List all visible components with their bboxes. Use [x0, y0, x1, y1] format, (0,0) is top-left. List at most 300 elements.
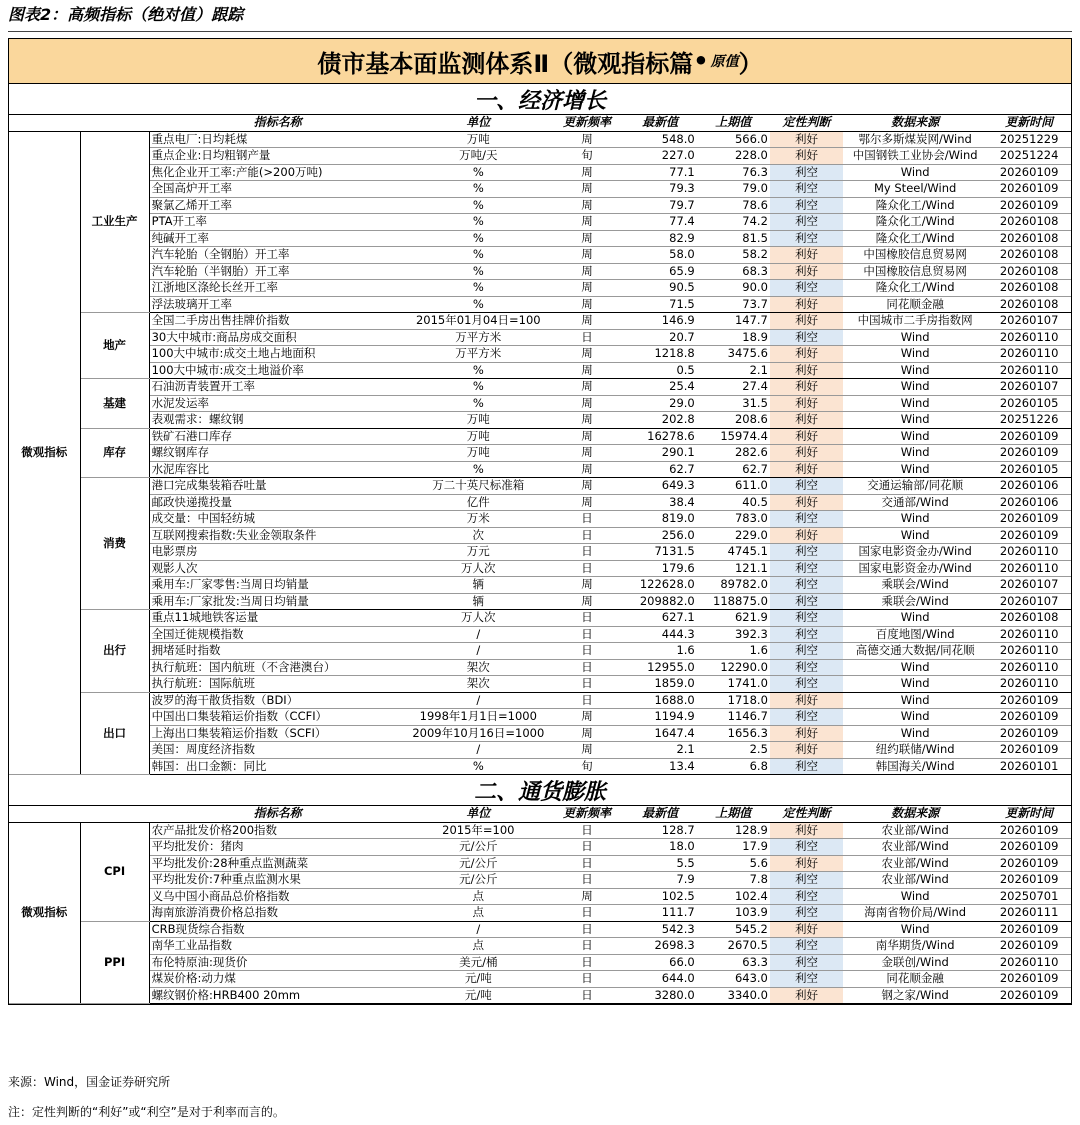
judgement: 利空: [770, 197, 843, 214]
frequency: 日: [550, 511, 623, 528]
judgement: 利好: [770, 247, 843, 264]
data-source: 交通部/Wind: [843, 494, 987, 511]
table-row: [9, 181, 1071, 198]
table-row: [9, 725, 1071, 742]
indicator-name: 纯碱开工率: [149, 230, 406, 247]
unit: 万平方米: [406, 329, 550, 346]
table-banner: [9, 39, 1071, 84]
latest-value: 79.7: [624, 197, 697, 214]
frequency: 周: [550, 888, 623, 905]
unit: /: [406, 626, 550, 643]
previous-value: 17.9: [697, 839, 770, 856]
judgement: 利空: [770, 888, 843, 905]
judgement: 利好: [770, 428, 843, 445]
update-date: 20260107: [987, 379, 1071, 396]
judgement: 利空: [770, 181, 843, 198]
unit: /: [406, 692, 550, 709]
latest-value: 3280.0: [624, 987, 697, 1004]
latest-value: 18.0: [624, 839, 697, 856]
latest-value: 0.5: [624, 362, 697, 379]
indicator-name: 重点11城地铁客运量: [149, 610, 406, 627]
table-row: [9, 379, 1071, 396]
data-source: Wind: [843, 921, 987, 938]
header-row: [9, 115, 1071, 131]
unit: 元/吨: [406, 987, 550, 1004]
table-row: [9, 610, 1071, 627]
data-source: 国家电影资金办/Wind: [843, 544, 987, 561]
indicator-name: 100大中城市:成交土地占地面积: [149, 346, 406, 363]
figure-title: 图表2：高频指标（绝对值）跟踪: [8, 5, 244, 24]
update-date: 20251224: [987, 148, 1071, 165]
latest-value: 1859.0: [624, 676, 697, 693]
frequency: 日: [550, 971, 623, 988]
latest-value: 209882.0: [624, 593, 697, 610]
update-date: 20260106: [987, 478, 1071, 495]
data-source: My Steel/Wind: [843, 181, 987, 198]
frequency: 周: [550, 280, 623, 297]
frequency: 周: [550, 725, 623, 742]
banner-close: ）: [738, 49, 763, 78]
group-label: 工业生产: [80, 131, 149, 313]
frequency: 周: [550, 296, 623, 313]
update-date: 20260108: [987, 610, 1071, 627]
unit: 万米: [406, 511, 550, 528]
latest-value: 20.7: [624, 329, 697, 346]
column-header: 单位: [406, 806, 550, 822]
table-row: [9, 905, 1071, 922]
frequency: 周: [550, 593, 623, 610]
previous-value: 15974.4: [697, 428, 770, 445]
update-date: 20260109: [987, 692, 1071, 709]
update-date: 20260109: [987, 197, 1071, 214]
unit: %: [406, 280, 550, 297]
previous-value: 643.0: [697, 971, 770, 988]
update-date: 20260109: [987, 987, 1071, 1004]
frequency: 周: [550, 428, 623, 445]
frequency: 周: [550, 197, 623, 214]
table-row: [9, 626, 1071, 643]
unit: 次: [406, 527, 550, 544]
indicator-name: 南华工业品指数: [149, 938, 406, 955]
unit: %: [406, 214, 550, 231]
column-header: 定性判断: [770, 115, 843, 131]
frequency: 日: [550, 954, 623, 971]
update-date: 20260109: [987, 709, 1071, 726]
latest-value: 444.3: [624, 626, 697, 643]
previous-value: 621.9: [697, 610, 770, 627]
indicator-name: 全国高炉开工率: [149, 181, 406, 198]
update-date: 20260110: [987, 362, 1071, 379]
indicator-name: 成交量：中国轻纺城: [149, 511, 406, 528]
previous-value: 73.7: [697, 296, 770, 313]
unit: 点: [406, 938, 550, 955]
data-source: Wind: [843, 725, 987, 742]
data-source: 韩国海关/Wind: [843, 758, 987, 775]
frequency: 周: [550, 131, 623, 148]
frequency: 周: [550, 181, 623, 198]
data-source: 钢之家/Wind: [843, 987, 987, 1004]
latest-value: 227.0: [624, 148, 697, 165]
indicator-name: 互联网搜索指数:失业金领取条件: [149, 527, 406, 544]
update-date: 20260101: [987, 758, 1071, 775]
frequency: 周: [550, 494, 623, 511]
indicator-name: 平均批发价：猪肉: [149, 839, 406, 856]
update-date: 20260108: [987, 247, 1071, 264]
indicator-name: 上海出口集装箱运价指数（SCFI）: [149, 725, 406, 742]
previous-value: 81.5: [697, 230, 770, 247]
data-source: Wind: [843, 659, 987, 676]
judgement: 利好: [770, 346, 843, 363]
judgement: 利空: [770, 511, 843, 528]
frequency: 日: [550, 921, 623, 938]
data-source: Wind: [843, 412, 987, 429]
latest-value: 1.6: [624, 643, 697, 660]
previous-value: 18.9: [697, 329, 770, 346]
column-header: 数据来源: [843, 115, 987, 131]
table-row: [9, 758, 1071, 775]
latest-value: 77.4: [624, 214, 697, 231]
unit: 辆: [406, 577, 550, 594]
data-source: 农业部/Wind: [843, 872, 987, 889]
unit: %: [406, 362, 550, 379]
update-date: 20260110: [987, 544, 1071, 561]
judgement: 利好: [770, 148, 843, 165]
previous-value: 3340.0: [697, 987, 770, 1004]
header-blank: [9, 806, 149, 822]
previous-value: 102.4: [697, 888, 770, 905]
judgement: 利好: [770, 379, 843, 396]
indicator-name: 铁矿石港口库存: [149, 428, 406, 445]
data-source: 中国钢铁工业协会/Wind: [843, 148, 987, 165]
sections-container: [9, 84, 1071, 1004]
frequency: 日: [550, 987, 623, 1004]
data-source: 金联创/Wind: [843, 954, 987, 971]
update-date: 20260107: [987, 313, 1071, 330]
group-label: PPI: [80, 921, 149, 1004]
table-row: [9, 296, 1071, 313]
table-row: [9, 855, 1071, 872]
indicator-table: [9, 115, 1071, 775]
data-source: 乘联会/Wind: [843, 577, 987, 594]
previous-value: 282.6: [697, 445, 770, 462]
indicator-name: 重点企业:日均粗钢产量: [149, 148, 406, 165]
update-date: 20260108: [987, 280, 1071, 297]
unit: %: [406, 461, 550, 478]
judgement: 利空: [770, 954, 843, 971]
data-source: 农业部/Wind: [843, 839, 987, 856]
table-row: [9, 280, 1071, 297]
unit: %: [406, 379, 550, 396]
judgement: 利好: [770, 313, 843, 330]
previous-value: 27.4: [697, 379, 770, 396]
judgement: 利好: [770, 296, 843, 313]
column-header: 最新值: [624, 115, 697, 131]
latest-value: 71.5: [624, 296, 697, 313]
previous-value: 68.3: [697, 263, 770, 280]
previous-value: 89782.0: [697, 577, 770, 594]
data-source: Wind: [843, 610, 987, 627]
latest-value: 7.9: [624, 872, 697, 889]
data-source: 中国橡胶信息贸易网: [843, 247, 987, 264]
unit: %: [406, 247, 550, 264]
judgement: 利空: [770, 478, 843, 495]
indicator-name: 乘用车:厂家批发:当周日均销量: [149, 593, 406, 610]
judgement: 利空: [770, 659, 843, 676]
data-source: Wind: [843, 329, 987, 346]
frequency: 周: [550, 478, 623, 495]
data-source: 鄂尔多斯煤炭网/Wind: [843, 131, 987, 148]
previous-value: 74.2: [697, 214, 770, 231]
latest-value: 38.4: [624, 494, 697, 511]
column-header: 上期值: [697, 806, 770, 822]
latest-value: 79.3: [624, 181, 697, 198]
unit: 万吨: [406, 445, 550, 462]
update-date: 20260110: [987, 560, 1071, 577]
frequency: 周: [550, 445, 623, 462]
table-row: [9, 676, 1071, 693]
table-row: [9, 148, 1071, 165]
data-source: Wind: [843, 676, 987, 693]
column-header: 数据来源: [843, 806, 987, 822]
latest-value: 627.1: [624, 610, 697, 627]
table-row: [9, 954, 1071, 971]
group-label: 基建: [80, 379, 149, 429]
previous-value: 2670.5: [697, 938, 770, 955]
data-source: Wind: [843, 445, 987, 462]
update-date: 20260109: [987, 822, 1071, 839]
latest-value: 2.1: [624, 742, 697, 759]
indicator-name: 汽车轮胎（半钢胎）开工率: [149, 263, 406, 280]
previous-value: 228.0: [697, 148, 770, 165]
indicator-name: 执行航班：国内航班（不含港澳台）: [149, 659, 406, 676]
table-row: [9, 428, 1071, 445]
update-date: 20260110: [987, 346, 1071, 363]
latest-value: 819.0: [624, 511, 697, 528]
previous-value: 121.1: [697, 560, 770, 577]
data-source: 纽约联储/Wind: [843, 742, 987, 759]
judgement: 利好: [770, 692, 843, 709]
unit: 万吨/天: [406, 148, 550, 165]
update-date: 20260109: [987, 971, 1071, 988]
update-date: 20260108: [987, 296, 1071, 313]
update-date: 20260107: [987, 577, 1071, 594]
judgement: 利空: [770, 758, 843, 775]
column-header: 指标名称: [149, 115, 406, 131]
data-source: Wind: [843, 428, 987, 445]
data-source: 中国橡胶信息贸易网: [843, 263, 987, 280]
frequency: 周: [550, 709, 623, 726]
latest-value: 548.0: [624, 131, 697, 148]
table-row: [9, 164, 1071, 181]
unit: 美元/桶: [406, 954, 550, 971]
indicator-name: 30大中城市:商品房成交面积: [149, 329, 406, 346]
data-source: Wind: [843, 511, 987, 528]
latest-value: 290.1: [624, 445, 697, 462]
data-source: 百度地图/Wind: [843, 626, 987, 643]
update-date: 20260108: [987, 214, 1071, 231]
banner-title: 债市基本面监测体系Ⅱ（微观指标篇: [317, 49, 694, 78]
frequency: 日: [550, 659, 623, 676]
table-row: [9, 643, 1071, 660]
indicator-name: 水泥库容比: [149, 461, 406, 478]
previous-value: 147.7: [697, 313, 770, 330]
indicator-name: 全国迁徙规模指数: [149, 626, 406, 643]
table-row: [9, 921, 1071, 938]
table-row: [9, 313, 1071, 330]
unit: 点: [406, 888, 550, 905]
table-row: [9, 987, 1071, 1004]
table-row: [9, 742, 1071, 759]
unit: 万吨: [406, 131, 550, 148]
table-row: [9, 527, 1071, 544]
data-source: 交通运输部/同花顺: [843, 478, 987, 495]
unit: /: [406, 643, 550, 660]
indicator-name: 农产品批发价格200指数: [149, 822, 406, 839]
judgement: 利好: [770, 412, 843, 429]
unit: 辆: [406, 593, 550, 610]
judgement: 利空: [770, 626, 843, 643]
data-source: Wind: [843, 164, 987, 181]
unit: /: [406, 742, 550, 759]
indicator-name: 乘用车:厂家零售:当周日均销量: [149, 577, 406, 594]
indicator-name: 汽车轮胎（全钢胎）开工率: [149, 247, 406, 264]
previous-value: 78.6: [697, 197, 770, 214]
frequency: 日: [550, 329, 623, 346]
unit: 2009年10月16日=1000: [406, 725, 550, 742]
previous-value: 90.0: [697, 280, 770, 297]
footnote: 注：定性判断的“利好”或“利空”是对于利率而言的。: [8, 1105, 285, 1119]
previous-value: 12290.0: [697, 659, 770, 676]
judgement: 利好: [770, 445, 843, 462]
unit: 架次: [406, 659, 550, 676]
column-header: 定性判断: [770, 806, 843, 822]
table-row: [9, 197, 1071, 214]
latest-value: 2698.3: [624, 938, 697, 955]
indicator-name: 石油沥青装置开工率: [149, 379, 406, 396]
data-source: Wind: [843, 888, 987, 905]
update-date: 20260109: [987, 839, 1071, 856]
latest-value: 256.0: [624, 527, 697, 544]
indicator-name: 执行航班：国际航班: [149, 676, 406, 693]
previous-value: 128.9: [697, 822, 770, 839]
column-header: 更新频率: [550, 115, 623, 131]
banner-dot: •: [693, 47, 709, 75]
data-source: Wind: [843, 395, 987, 412]
table-row: [9, 971, 1071, 988]
section-title: 二、通货膨胀: [9, 775, 1071, 806]
judgement: 利空: [770, 230, 843, 247]
group-label: 地产: [80, 313, 149, 379]
table-row: [9, 263, 1071, 280]
data-source: Wind: [843, 379, 987, 396]
table-row: [9, 346, 1071, 363]
indicator-table: [9, 806, 1071, 1004]
previous-value: 1.6: [697, 643, 770, 660]
data-source: Wind: [843, 709, 987, 726]
frequency: 周: [550, 395, 623, 412]
frequency: 周: [550, 263, 623, 280]
header-blank: [9, 115, 149, 131]
latest-value: 102.5: [624, 888, 697, 905]
table-row: [9, 131, 1071, 148]
indicator-name: 邮政快递揽投量: [149, 494, 406, 511]
previous-value: 3475.6: [697, 346, 770, 363]
table-row: [9, 577, 1071, 594]
judgement: 利空: [770, 544, 843, 561]
table-row: [9, 560, 1071, 577]
judgement: 利好: [770, 987, 843, 1004]
unit: /: [406, 921, 550, 938]
group-label: 出口: [80, 692, 149, 775]
indicator-name: 布伦特原油:现货价: [149, 954, 406, 971]
table-row: [9, 230, 1071, 247]
indicator-name: 观影人次: [149, 560, 406, 577]
latest-value: 202.8: [624, 412, 697, 429]
judgement: 利空: [770, 971, 843, 988]
previous-value: 2.1: [697, 362, 770, 379]
unit: %: [406, 197, 550, 214]
indicator-name: 中国出口集装箱运价指数（CCFI）: [149, 709, 406, 726]
previous-value: 79.0: [697, 181, 770, 198]
banner-sup: 原值: [710, 54, 739, 70]
indicator-name: 港口完成集装箱吞吐量: [149, 478, 406, 495]
update-date: 20260108: [987, 263, 1071, 280]
frequency: 旬: [550, 148, 623, 165]
indicator-name: 平均批发价:7种重点监测水果: [149, 872, 406, 889]
frequency: 周: [550, 346, 623, 363]
previous-value: 783.0: [697, 511, 770, 528]
latest-value: 90.5: [624, 280, 697, 297]
previous-value: 58.2: [697, 247, 770, 264]
judgement: 利空: [770, 938, 843, 955]
judgement: 利空: [770, 593, 843, 610]
column-header: 单位: [406, 115, 550, 131]
judgement: 利好: [770, 461, 843, 478]
table-row: [9, 544, 1071, 561]
latest-value: 644.0: [624, 971, 697, 988]
column-header: 更新时间: [987, 806, 1071, 822]
data-source: 隆众化工/Wind: [843, 197, 987, 214]
frequency: 日: [550, 822, 623, 839]
indicator-name: CRB现货综合指数: [149, 921, 406, 938]
unit: 2015年01月04日=100: [406, 313, 550, 330]
data-source: 海南省物价局/Wind: [843, 905, 987, 922]
latest-value: 77.1: [624, 164, 697, 181]
previous-value: 229.0: [697, 527, 770, 544]
update-date: 20260109: [987, 725, 1071, 742]
update-date: 20251226: [987, 412, 1071, 429]
latest-value: 5.5: [624, 855, 697, 872]
data-source: Wind: [843, 692, 987, 709]
update-date: 20260108: [987, 230, 1071, 247]
indicator-name: 拥堵延时指数: [149, 643, 406, 660]
update-date: 20260105: [987, 461, 1071, 478]
column-header: 更新时间: [987, 115, 1071, 131]
unit: 万吨: [406, 428, 550, 445]
latest-value: 542.3: [624, 921, 697, 938]
previous-value: 2.5: [697, 742, 770, 759]
unit: 1998年1月1日=1000: [406, 709, 550, 726]
previous-value: 545.2: [697, 921, 770, 938]
update-date: 20260109: [987, 428, 1071, 445]
table-row: [9, 938, 1071, 955]
indicator-name: 水泥发运率: [149, 395, 406, 412]
frequency: 日: [550, 938, 623, 955]
table-row: [9, 839, 1071, 856]
latest-value: 1194.9: [624, 709, 697, 726]
update-date: 20250701: [987, 888, 1071, 905]
group-label: CPI: [80, 822, 149, 921]
